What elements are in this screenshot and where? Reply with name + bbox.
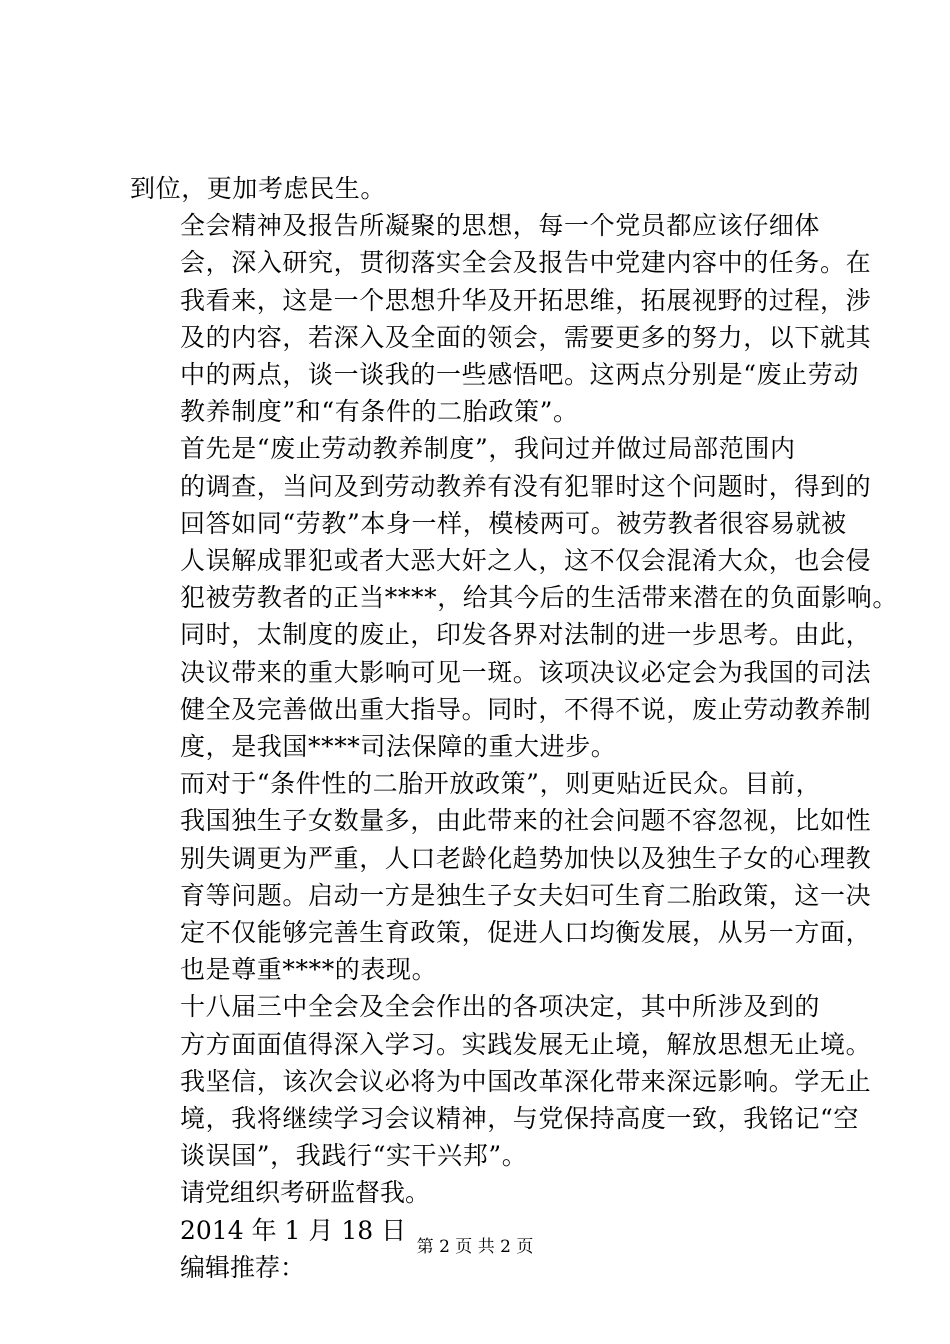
paragraph-3 [130, 430, 899, 765]
text-line: 首先是“废止劳动教养制度”，我问过并做过局部范围内 [180, 434, 796, 464]
editor-note: 编辑推荐： [180, 1252, 306, 1282]
text-line: 同时，太制度的废止，印发各界对法制的进一步思考。由此， [180, 620, 872, 650]
text-line: 及的内容，若深入及全面的领会，需要更多的努力，以下就其 [180, 322, 872, 352]
text-line: 健全及完善做出重大指导。同时，不得不说，废止劳动教养制 [180, 694, 872, 724]
closing-line: 请党组织考研监督我。 [180, 1178, 431, 1208]
text-line: 境，我将继续学习会议精神，与党保持高度一致，我铭记“空 [180, 1104, 859, 1134]
document-body [130, 170, 899, 1286]
text-line: 我国独生子女数量多，由此带来的社会问题不容忽视，比如性 [180, 806, 872, 836]
text-line: 到位，更加考虑民生。 [130, 174, 387, 203]
text-line: 会，深入研究，贯彻落实全会及报告中党建内容中的任务。在 [180, 248, 872, 278]
paragraph-2 [130, 207, 872, 430]
text-line: 的调查，当问及到劳动教养有没有犯罪时这个问题时，得到的 [180, 471, 872, 501]
page-footer: 第 2 页 共 2 页 [416, 1237, 534, 1257]
paragraph-5 [130, 988, 872, 1174]
text-line: 我坚信，该次会议必将为中国改革深化带来深远影响。学无止 [180, 1066, 872, 1096]
text-line: 也是尊重****的表现。 [180, 955, 438, 985]
date-line: 2014 年 1 月 18 日 [180, 1215, 407, 1245]
text-line: 中的两点，谈一谈我的一些感悟吧。这两点分别是“废止劳动 [180, 360, 859, 390]
text-line: 度，是我国****司法保障的重大进步。 [180, 732, 617, 762]
text-line: 全会精神及报告所凝聚的思想，每一个党员都应该仔细体 [180, 211, 821, 241]
text-line: 教养制度”和“有条件的二胎政策”。 [180, 397, 579, 427]
text-line: 回答如同“劳教”本身一样，模棱两可。被劳教者很容易就被 [180, 508, 847, 538]
text-line: 方方面面值得深入学习。实践发展无止境，解放思想无止境。 [180, 1029, 872, 1059]
paragraph-4 [130, 765, 872, 988]
text-line: 育等问题。启动一方是独生子女夫妇可生育二胎政策，这一决 [180, 880, 872, 910]
text-line: 我看来，这是一个思想升华及开拓思维，拓展视野的过程，涉 [180, 285, 872, 315]
text-line: 犯被劳教者的正当****，给其今后的生活带来潜在的负面影响。 [180, 583, 899, 613]
text-line: 而对于“条件性的二胎开放政策”，则更贴近民众。目前， [180, 769, 822, 799]
text-line: 别失调更为严重，人口老龄化趋势加快以及独生子女的心理教 [180, 843, 872, 873]
paragraph-1 [130, 170, 830, 207]
text-line: 人误解成罪犯或者大恶大奸之人，这不仅会混淆大众，也会侵 [180, 546, 872, 576]
text-line: 谈误国”，我践行“实干兴邦”。 [180, 1141, 528, 1171]
text-line: 十八届三中全会及全会作出的各项决定，其中所涉及到的 [180, 992, 821, 1022]
text-line: 决议带来的重大影响可见一斑。该项决议必定会为我国的司法 [180, 657, 872, 687]
text-line: 定不仅能够完善生育政策，促进人口均衡发展，从另一方面， [180, 918, 872, 948]
